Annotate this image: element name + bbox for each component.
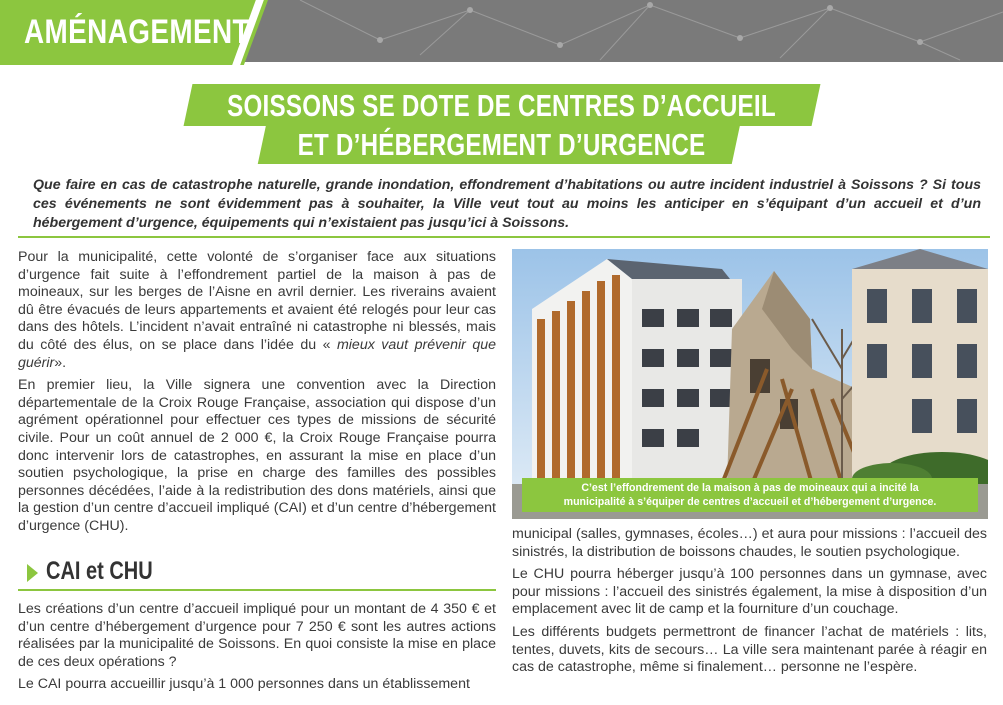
caption-line-2: municipalité à s’équiper de centres d’accueil et d’hébergement d’urgence. <box>563 496 937 508</box>
headline-line-2: ET D’HÉBERGEMENT D’URGENCE <box>297 127 706 162</box>
lead-divider <box>18 236 990 238</box>
photo-caption <box>522 478 978 512</box>
article-lead: Que faire en cas de catastrophe naturelle, grande inondation, effondrement d’habitations ou autre incident industriel à Soissons ? Si tous ces événements ne sont évidemment pas à souhaiter, la Ville veut tout au moins les anticiper en s’équipant d’un accueil et d’un hébergement d’urgence, équipements qui n’existaient pas jusqu’ici à Soissons. <box>33 177 981 231</box>
paragraph-6: Le CHU pourra héberger jusqu’à 100 personnes dans un gymnase, avec pour missions : l’accueil des sinistrés également, la mise à disposition d’un emplacement avec lit de camp et la fourniture d’un couchage. <box>512 566 987 618</box>
right-column <box>512 526 987 682</box>
subhead-underline <box>18 589 496 591</box>
section-label: AMÉNAGEMENT <box>24 13 250 51</box>
paragraph-1-text: Pour la municipalité, cette volonté de s’organiser face aux situations d’urgence fait suite à l’effondrement partiel de la maison à pas de moineaux, sur les berges de l’Aisne en avril dernier. Les riverains avaient dû être évacués de leurs appartements et avaient été relogés pour leur cas dans des hôtels. L’incident n’avait entraîné ni catastrophe ni blessés, mais du côté des élus, on se place dans l’idée du « <box>18 249 496 353</box>
subhead-title: CAI et CHU <box>46 557 153 585</box>
paragraph-7: Les différents budgets permettront de financer l’achat de matériels : lits, tentes, duvets, kits de secours… La ville sera maintenant parée à réagir en cas de catastrophe, même si finalement… personne ne l’espère. <box>512 623 987 676</box>
headline-line-1: SOISSONS SE DOTE DE CENTRES D’ACCUEIL <box>227 88 776 123</box>
caption-line-1: C’est l’effondrement de la maison à pas de moineaux qui a incité la <box>581 482 919 494</box>
quote-text: mieux vaut prévenir que guérir <box>18 336 496 371</box>
triangle-bullet-icon <box>27 564 38 582</box>
paragraph-1 <box>18 249 496 372</box>
paragraph-4: Le CAI pourra accueillir jusqu’à 1 000 personnes dans un établissement <box>18 676 470 693</box>
subhead <box>18 556 496 592</box>
left-column <box>18 249 496 541</box>
paragraph-2: En premier lieu, la Ville signera une convention avec la Direction départementale de la Croix Rouge Française, association qui dispose d’un agrément opérationnel pour effectuer ces types de missions de sécurité civile. Pour un coût annuel de 2 000 €, la Croix Rouge Française pourra donc intervenir lors de catastrophes, en assurant la mise en place d’un soutien psychologique, la prise en charge des familles des possibles personnes décédées, l’aide à la redistribution des dons matériels, ainsi que la gestion d’un centre d’accueil impliqué (CAI) et d’un centre d’hébergement d’urgence (CHU). <box>18 377 496 534</box>
paragraph-1-end: ». <box>54 354 67 371</box>
paragraph-3: Les créations d’un centre d’accueil impliqué pour un montant de 4 350 € et d’un centre d’hébergement d’urgence pour 7 250 € sont les autres actions réalisées par la municipalité de Soissons. En quoi consiste la mise en place de ces deux opérations ? <box>18 601 496 670</box>
paragraph-5: municipal (salles, gymnases, écoles…) et aura pour missions : l’accueil des sinistrés, la distribution de boissons chaudes, le soutien psychologique. <box>512 526 987 560</box>
left-column-continued <box>18 601 496 699</box>
